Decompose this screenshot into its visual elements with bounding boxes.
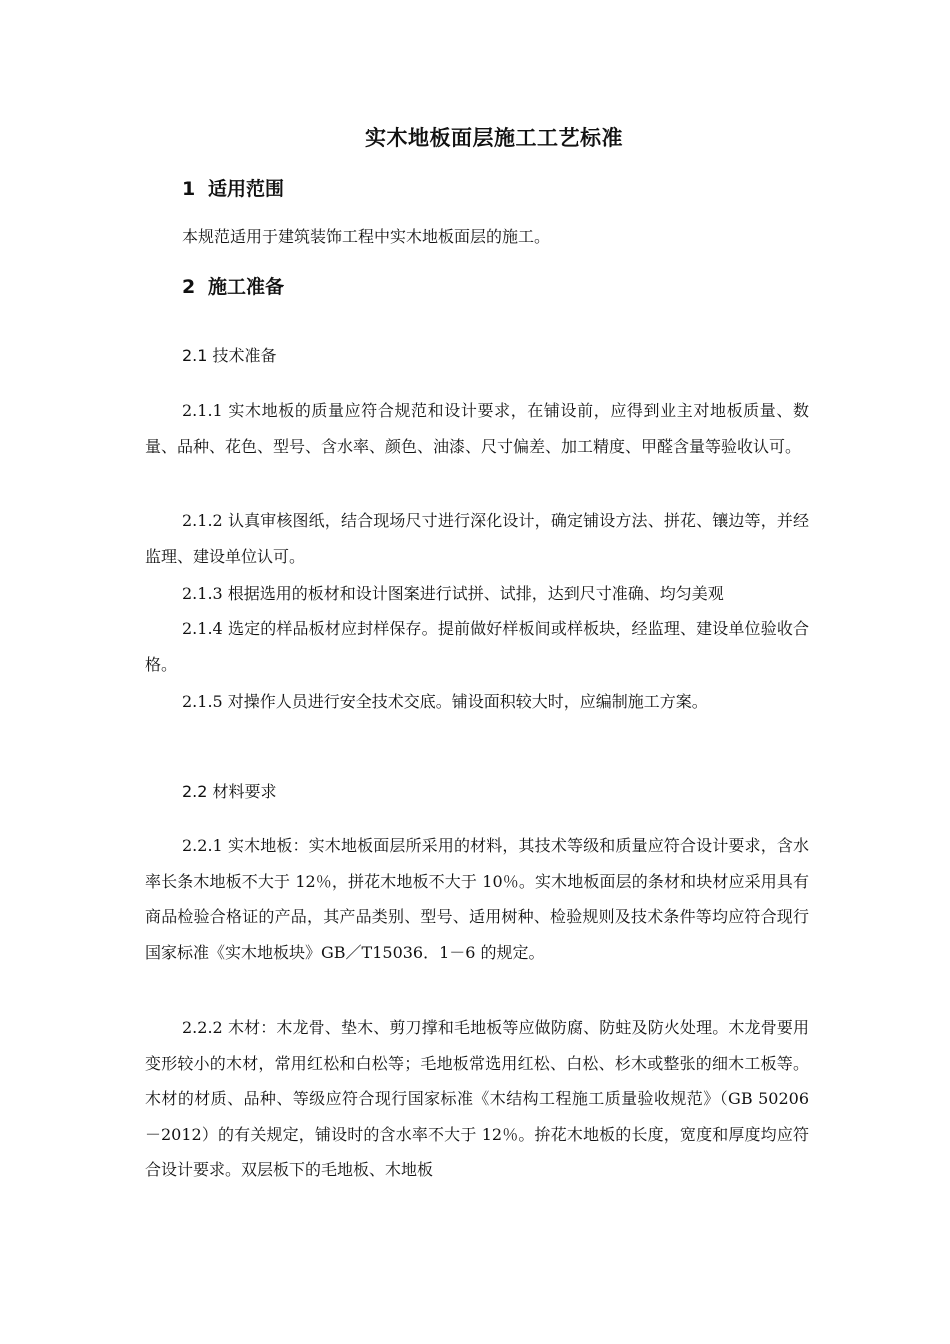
section-title: 施工准备	[208, 276, 285, 298]
paragraph-2-1-4: 2.1.4 选定的样品板材应封样保存。提前做好样板间或样板块，经监理、建设单位验收合格。	[145, 619, 809, 674]
paragraph-2-2-2: 2.2.2 木材：木龙骨、垫木、剪刀撑和毛地板等应做防腐、防蛀及防火处理。木龙骨要用变形较小的木材，常用红松和白松等；毛地板常选用红松、白松、杉木或整张的细木工板等。木材的材质、品种、等级应符合现行国家标准《木结构工程施工质量验收规范》（GB 50206－2012）的有关规定，铺设时的含水率不大于 12％。拚花木地板的长度，宽度和厚度均应符合设计要求。双层板下的毛地板、木地板	[145, 1018, 809, 1180]
document-title: 实木地板面层施工工艺标准	[365, 126, 623, 150]
paragraph-2-1-3: 2.1.3 根据选用的板材和设计图案进行试拼、试排，达到尺寸准确、均匀美观	[182, 584, 724, 603]
paragraph-2-1-2: 2.1.2 认真审核图纸，结合现场尺寸进行深化设计，确定铺设方法、拼花、镶边等，并经监理、建设单位认可。	[145, 511, 809, 566]
paragraph-2-1-1: 2.1.1 实木地板的质量应符合规范和设计要求，在铺设前，应得到业主对地板质量、数量、品种、花色、型号、含水率、颜色、油漆、尺寸偏差、加工精度、甲醛含量等验收认可。	[145, 401, 809, 456]
section-title: 适用范围	[208, 178, 285, 200]
subsection-heading-materials: 2.2 材料要求	[182, 782, 277, 801]
section-number: 1	[182, 178, 196, 200]
section-heading-preparation	[182, 272, 284, 299]
section-heading-scope	[182, 174, 284, 201]
scope-paragraph: 本规范适用于建筑装饰工程中实木地板面层的施工。	[182, 227, 551, 246]
paragraph-2-2-1: 2.2.1 实木地板：实木地板面层所采用的材料，其技术等级和质量应符合设计要求，含水率长条木地板不大于 12％，拼花木地板不大于 10％。实木地板面层的条材和块材应采用具有商品检验合格证的产品，其产品类别、型号、适用树种、检验规则及技术条件等均应符合现行国家标准《实木地板块》GB／T15036．1－6 的规定。	[145, 836, 809, 962]
section-number: 2	[182, 276, 196, 298]
paragraph-2-1-5: 2.1.5 对操作人员进行安全技术交底。铺设面积较大时，应编制施工方案。	[182, 692, 708, 711]
subsection-heading-technical: 2.1 技术准备	[182, 346, 277, 365]
